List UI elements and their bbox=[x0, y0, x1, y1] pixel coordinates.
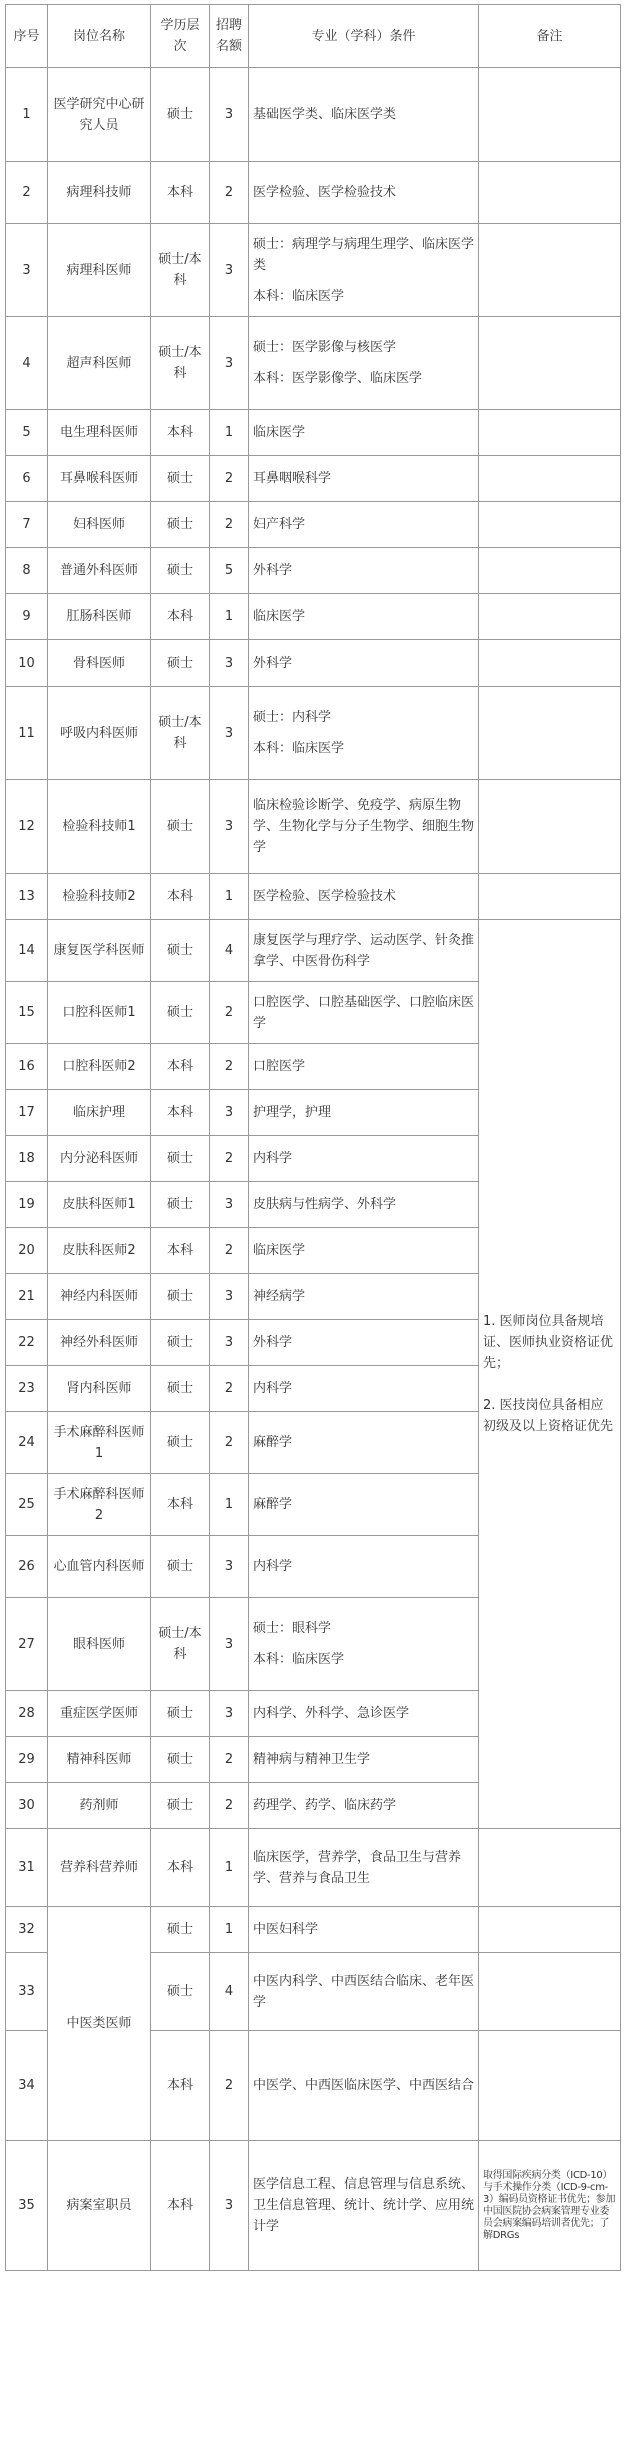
header-no: 序号 bbox=[6, 5, 48, 68]
cell-count: 2 bbox=[210, 456, 249, 502]
table-row bbox=[6, 2141, 621, 2271]
cell-no: 2 bbox=[6, 162, 48, 224]
table-row bbox=[6, 224, 621, 317]
cell-no: 15 bbox=[6, 982, 48, 1044]
cell-count: 2 bbox=[210, 982, 249, 1044]
cell-education: 硕士 bbox=[151, 1536, 210, 1598]
cell-no: 18 bbox=[6, 1136, 48, 1182]
cell-major: 临床医学 bbox=[249, 1228, 479, 1274]
cell-position: 检验科技师1 bbox=[48, 780, 151, 874]
cell-remark bbox=[479, 594, 621, 640]
cell-count: 1 bbox=[210, 1474, 249, 1536]
cell-position: 检验科技师2 bbox=[48, 874, 151, 920]
cell-education: 本科 bbox=[151, 1044, 210, 1090]
cell-major: 妇产科学 bbox=[249, 502, 479, 548]
major-line-bachelor: 本科：临床医学 bbox=[253, 1652, 345, 1667]
cell-position: 神经外科医师 bbox=[48, 1320, 151, 1366]
cell-major: 医学检验、医学检验技术 bbox=[249, 162, 479, 224]
cell-count: 3 bbox=[210, 1598, 249, 1691]
table-row bbox=[6, 502, 621, 548]
table-row bbox=[6, 874, 621, 920]
cell-position: 内分泌科医师 bbox=[48, 1136, 151, 1182]
cell-count: 3 bbox=[210, 317, 249, 410]
cell-count: 3 bbox=[210, 1536, 249, 1598]
cell-count: 2 bbox=[210, 1737, 249, 1783]
cell-education: 硕士 bbox=[151, 1691, 210, 1737]
cell-major: 耳鼻咽喉科学 bbox=[249, 456, 479, 502]
cell-major: 内科学 bbox=[249, 1366, 479, 1412]
cell-remark bbox=[479, 162, 621, 224]
cell-no: 26 bbox=[6, 1536, 48, 1598]
table-row bbox=[6, 317, 621, 410]
cell-education: 硕士 bbox=[151, 1783, 210, 1829]
cell-major: 临床检验诊断学、免疫学、病原生物学、生物化学与分子生物学、细胞生物学 bbox=[249, 780, 479, 874]
cell-major: 内科学 bbox=[249, 1136, 479, 1182]
table-row bbox=[6, 548, 621, 594]
cell-major: 内科学 bbox=[249, 1536, 479, 1598]
cell-major: 临床医学，营养学，食品卫生与营养学、营养与食品卫生 bbox=[249, 1829, 479, 1907]
cell-remark bbox=[479, 1907, 621, 1953]
cell-education: 硕士 bbox=[151, 68, 210, 162]
cell-education: 硕士 bbox=[151, 548, 210, 594]
cell-position: 神经内科医师 bbox=[48, 1274, 151, 1320]
cell-no: 11 bbox=[6, 687, 48, 780]
cell-education: 硕士 bbox=[151, 1274, 210, 1320]
cell-no: 22 bbox=[6, 1320, 48, 1366]
header-position: 岗位名称 bbox=[48, 5, 151, 68]
major-line-master: 硕士：眼科学 bbox=[253, 1621, 332, 1636]
table-row bbox=[6, 687, 621, 780]
cell-count: 4 bbox=[210, 920, 249, 982]
cell-education: 硕士 bbox=[151, 1737, 210, 1783]
cell-remark bbox=[479, 410, 621, 456]
cell-major: 外科学 bbox=[249, 548, 479, 594]
remark-general-1: 1. 医师岗位具备规培证、医师执业资格证优先； bbox=[483, 1314, 614, 1371]
cell-education: 硕士 bbox=[151, 982, 210, 1044]
cell-position: 心血管内科医师 bbox=[48, 1536, 151, 1598]
cell-major: 中医妇科学 bbox=[249, 1907, 479, 1953]
cell-major: 外科学 bbox=[249, 1320, 479, 1366]
cell-remark bbox=[479, 68, 621, 162]
cell-major: 麻醉学 bbox=[249, 1412, 479, 1474]
cell-no: 6 bbox=[6, 456, 48, 502]
cell-remark bbox=[479, 317, 621, 410]
cell-count: 3 bbox=[210, 780, 249, 874]
cell-position: 病理科技师 bbox=[48, 162, 151, 224]
cell-remark bbox=[479, 780, 621, 874]
table-row bbox=[6, 162, 621, 224]
cell-education: 硕士 bbox=[151, 1366, 210, 1412]
cell-no: 8 bbox=[6, 548, 48, 594]
cell-position: 药剂师 bbox=[48, 1783, 151, 1829]
cell-position: 眼科医师 bbox=[48, 1598, 151, 1691]
remark-general-2: 2. 医技岗位具备相应初级及以上资格证优先 bbox=[483, 1398, 614, 1434]
cell-major: 精神病与精神卫生学 bbox=[249, 1737, 479, 1783]
cell-education: 本科 bbox=[151, 874, 210, 920]
cell-education: 硕士 bbox=[151, 1412, 210, 1474]
header-count: 招聘名额 bbox=[210, 5, 249, 68]
cell-position: 手术麻醉科医师1 bbox=[48, 1412, 151, 1474]
cell-education: 本科 bbox=[151, 1228, 210, 1274]
cell-major: 麻醉学 bbox=[249, 1474, 479, 1536]
cell-count: 2 bbox=[210, 2031, 249, 2141]
table-row bbox=[6, 920, 621, 982]
cell-no: 12 bbox=[6, 780, 48, 874]
cell-education: 硕士 bbox=[151, 920, 210, 982]
cell-remark bbox=[479, 548, 621, 594]
cell-count: 3 bbox=[210, 68, 249, 162]
cell-position: 肛肠科医师 bbox=[48, 594, 151, 640]
major-line-bachelor: 本科：医学影像学、临床医学 bbox=[253, 371, 423, 386]
cell-count: 1 bbox=[210, 410, 249, 456]
cell-no: 23 bbox=[6, 1366, 48, 1412]
table-row bbox=[6, 1907, 621, 1953]
cell-count: 2 bbox=[210, 1412, 249, 1474]
header-education: 学历层次 bbox=[151, 5, 210, 68]
cell-count: 2 bbox=[210, 502, 249, 548]
cell-no: 27 bbox=[6, 1598, 48, 1691]
cell-major: 康复医学与理疗学、运动医学、针灸推拿学、中医骨伤科学 bbox=[249, 920, 479, 982]
cell-count: 3 bbox=[210, 640, 249, 687]
cell-major bbox=[249, 224, 479, 317]
cell-no: 9 bbox=[6, 594, 48, 640]
cell-count: 3 bbox=[210, 1090, 249, 1136]
cell-count: 3 bbox=[210, 1320, 249, 1366]
cell-position: 病理科医师 bbox=[48, 224, 151, 317]
cell-position: 超声科医师 bbox=[48, 317, 151, 410]
cell-education: 本科 bbox=[151, 2141, 210, 2271]
cell-remark-icd: 取得国际疾病分类（ICD-10）与手术操作分类（ICD-9-cm-3）编码员资格证书优先；参加中国医院协会病案管理专业委员会病案编码培训者优先；了解DRGs bbox=[479, 2141, 621, 2271]
cell-no: 34 bbox=[6, 2031, 48, 2141]
header-major: 专业（学科）条件 bbox=[249, 5, 479, 68]
cell-education: 硕士 bbox=[151, 640, 210, 687]
cell-education: 硕士 bbox=[151, 1907, 210, 1953]
major-line-master: 硕士：内科学 bbox=[253, 710, 332, 725]
cell-remark-general bbox=[479, 920, 621, 1829]
cell-position: 皮肤科医师2 bbox=[48, 1228, 151, 1274]
cell-position: 肾内科医师 bbox=[48, 1366, 151, 1412]
cell-remark bbox=[479, 640, 621, 687]
cell-position: 妇科医师 bbox=[48, 502, 151, 548]
cell-education: 硕士/本科 bbox=[151, 1598, 210, 1691]
table-row bbox=[6, 594, 621, 640]
cell-education: 本科 bbox=[151, 1474, 210, 1536]
cell-no: 35 bbox=[6, 2141, 48, 2271]
cell-no: 31 bbox=[6, 1829, 48, 1907]
cell-major: 临床医学 bbox=[249, 410, 479, 456]
cell-count: 1 bbox=[210, 1907, 249, 1953]
cell-count: 5 bbox=[210, 548, 249, 594]
table-row bbox=[6, 1829, 621, 1907]
cell-position: 临床护理 bbox=[48, 1090, 151, 1136]
cell-count: 2 bbox=[210, 162, 249, 224]
cell-education: 硕士 bbox=[151, 456, 210, 502]
cell-position: 精神科医师 bbox=[48, 1737, 151, 1783]
cell-major: 护理学，护理 bbox=[249, 1090, 479, 1136]
cell-education: 硕士 bbox=[151, 1953, 210, 2031]
major-line-bachelor: 本科：临床医学 bbox=[253, 741, 345, 756]
cell-major: 口腔医学、口腔基础医学、口腔临床医学 bbox=[249, 982, 479, 1044]
cell-education: 硕士 bbox=[151, 780, 210, 874]
cell-no: 17 bbox=[6, 1090, 48, 1136]
cell-major bbox=[249, 1598, 479, 1691]
cell-position: 电生理科医师 bbox=[48, 410, 151, 456]
cell-education: 硕士/本科 bbox=[151, 317, 210, 410]
cell-count: 1 bbox=[210, 594, 249, 640]
cell-education: 硕士 bbox=[151, 1182, 210, 1228]
header-remark: 备注 bbox=[479, 5, 621, 68]
cell-count: 2 bbox=[210, 1366, 249, 1412]
cell-major: 口腔医学 bbox=[249, 1044, 479, 1090]
cell-position: 重症医学医师 bbox=[48, 1691, 151, 1737]
cell-position: 医学研究中心研究人员 bbox=[48, 68, 151, 162]
cell-remark bbox=[479, 502, 621, 548]
cell-education: 硕士 bbox=[151, 1136, 210, 1182]
cell-major: 神经病学 bbox=[249, 1274, 479, 1320]
cell-no: 13 bbox=[6, 874, 48, 920]
cell-no: 30 bbox=[6, 1783, 48, 1829]
cell-position: 普通外科医师 bbox=[48, 548, 151, 594]
cell-count: 2 bbox=[210, 1044, 249, 1090]
cell-no: 24 bbox=[6, 1412, 48, 1474]
cell-education: 本科 bbox=[151, 1090, 210, 1136]
cell-education: 硕士/本科 bbox=[151, 224, 210, 317]
cell-position: 康复医学科医师 bbox=[48, 920, 151, 982]
cell-no: 7 bbox=[6, 502, 48, 548]
cell-count: 2 bbox=[210, 1783, 249, 1829]
cell-remark bbox=[479, 687, 621, 780]
cell-major: 临床医学 bbox=[249, 594, 479, 640]
cell-no: 25 bbox=[6, 1474, 48, 1536]
cell-no: 10 bbox=[6, 640, 48, 687]
cell-position: 皮肤科医师1 bbox=[48, 1182, 151, 1228]
cell-count: 3 bbox=[210, 1691, 249, 1737]
cell-education: 本科 bbox=[151, 2031, 210, 2141]
cell-major: 中医学、中西医临床医学、中西医结合 bbox=[249, 2031, 479, 2141]
table-header-row bbox=[6, 5, 621, 68]
cell-no: 28 bbox=[6, 1691, 48, 1737]
cell-count: 1 bbox=[210, 1829, 249, 1907]
cell-remark bbox=[479, 456, 621, 502]
major-line-master: 硕士：病理学与病理生理学、临床医学类 bbox=[253, 236, 475, 273]
cell-no: 3 bbox=[6, 224, 48, 317]
cell-major: 医学信息工程、信息管理与信息系统、卫生信息管理、统计、统计学、应用统计学 bbox=[249, 2141, 479, 2271]
cell-position: 骨科医师 bbox=[48, 640, 151, 687]
cell-count: 3 bbox=[210, 2141, 249, 2271]
cell-no: 21 bbox=[6, 1274, 48, 1320]
cell-count: 3 bbox=[210, 224, 249, 317]
table-row bbox=[6, 410, 621, 456]
cell-no: 16 bbox=[6, 1044, 48, 1090]
cell-position: 口腔科医师2 bbox=[48, 1044, 151, 1090]
cell-position: 营养科营养师 bbox=[48, 1829, 151, 1907]
cell-count: 2 bbox=[210, 1136, 249, 1182]
cell-major: 中医内科学、中西医结合临床、老年医学 bbox=[249, 1953, 479, 2031]
recruitment-table bbox=[5, 4, 621, 2271]
cell-position: 病案室职员 bbox=[48, 2141, 151, 2271]
cell-remark bbox=[479, 874, 621, 920]
cell-remark bbox=[479, 2031, 621, 2141]
cell-remark bbox=[479, 224, 621, 317]
cell-major: 内科学、外科学、急诊医学 bbox=[249, 1691, 479, 1737]
cell-count: 3 bbox=[210, 687, 249, 780]
cell-count: 3 bbox=[210, 1182, 249, 1228]
cell-count: 4 bbox=[210, 1953, 249, 2031]
cell-count: 1 bbox=[210, 874, 249, 920]
cell-no: 32 bbox=[6, 1907, 48, 1953]
cell-education: 硕士 bbox=[151, 502, 210, 548]
cell-major: 医学检验、医学检验技术 bbox=[249, 874, 479, 920]
cell-remark bbox=[479, 1829, 621, 1907]
cell-major: 药理学、药学、临床药学 bbox=[249, 1783, 479, 1829]
cell-count: 3 bbox=[210, 1274, 249, 1320]
cell-education: 硕士 bbox=[151, 1320, 210, 1366]
cell-education: 本科 bbox=[151, 594, 210, 640]
cell-remark bbox=[479, 1953, 621, 2031]
cell-no: 1 bbox=[6, 68, 48, 162]
cell-position: 中医类医师 bbox=[48, 1907, 151, 2141]
cell-position: 手术麻醉科医师2 bbox=[48, 1474, 151, 1536]
table-row bbox=[6, 780, 621, 874]
cell-no: 4 bbox=[6, 317, 48, 410]
cell-no: 5 bbox=[6, 410, 48, 456]
major-line-bachelor: 本科：临床医学 bbox=[253, 288, 345, 304]
table-row bbox=[6, 640, 621, 687]
cell-major: 外科学 bbox=[249, 640, 479, 687]
cell-education: 本科 bbox=[151, 410, 210, 456]
cell-no: 33 bbox=[6, 1953, 48, 2031]
major-line-master: 硕士：医学影像与核医学 bbox=[253, 340, 397, 355]
cell-no: 14 bbox=[6, 920, 48, 982]
cell-education: 硕士/本科 bbox=[151, 687, 210, 780]
cell-major bbox=[249, 317, 479, 410]
table-row bbox=[6, 68, 621, 162]
cell-major: 皮肤病与性病学、外科学 bbox=[249, 1182, 479, 1228]
cell-position: 耳鼻喉科医师 bbox=[48, 456, 151, 502]
cell-education: 本科 bbox=[151, 162, 210, 224]
cell-position: 口腔科医师1 bbox=[48, 982, 151, 1044]
cell-no: 19 bbox=[6, 1182, 48, 1228]
table-row bbox=[6, 456, 621, 502]
cell-no: 29 bbox=[6, 1737, 48, 1783]
cell-major: 基础医学类、临床医学类 bbox=[249, 68, 479, 162]
cell-count: 2 bbox=[210, 1228, 249, 1274]
cell-education: 本科 bbox=[151, 1829, 210, 1907]
cell-position: 呼吸内科医师 bbox=[48, 687, 151, 780]
cell-major bbox=[249, 687, 479, 780]
cell-no: 20 bbox=[6, 1228, 48, 1274]
